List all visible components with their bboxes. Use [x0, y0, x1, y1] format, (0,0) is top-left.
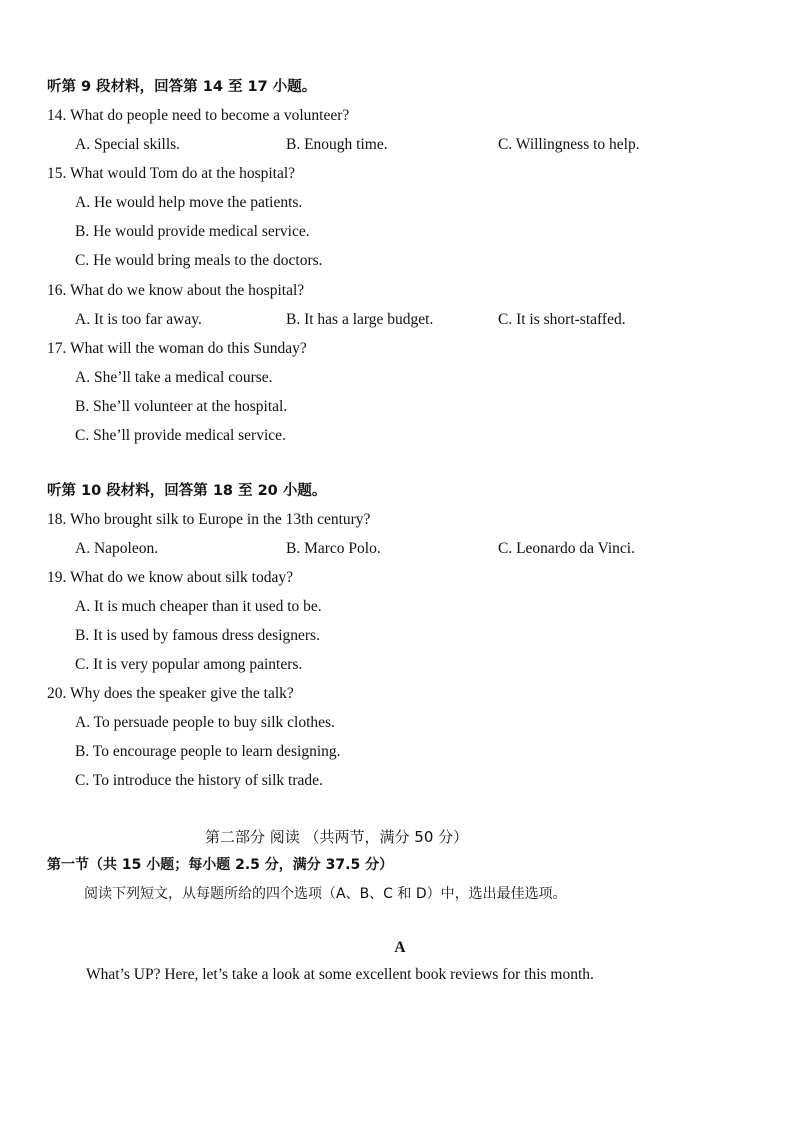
option-b: B. Enough time.: [286, 136, 388, 153]
option-c: C. She’ll provide medical service.: [75, 427, 286, 444]
question-20: 20. Why does the speaker give the talk?: [47, 685, 294, 702]
passage-letter: A: [394, 939, 406, 956]
option-c: C. To introduce the history of silk trade.: [75, 772, 323, 789]
option-b: B. It has a large budget.: [286, 311, 434, 328]
option-c: C. It is short-staffed.: [498, 311, 626, 328]
option-b: B. She’ll volunteer at the hospital.: [75, 398, 288, 415]
section-10-heading: 听第 10 段材料，回答第 18 至 20 小题。: [47, 483, 327, 499]
question-18: 18. Who brought silk to Europe in the 13th century?: [47, 511, 371, 528]
option-b: B. It is used by famous dress designers.: [75, 627, 320, 644]
option-c: C. It is very popular among painters.: [75, 656, 303, 673]
option-a: A. She’ll take a medical course.: [75, 369, 273, 386]
option-c: C. Willingness to help.: [498, 136, 640, 153]
option-c: C. Leonardo da Vinci.: [498, 540, 635, 557]
option-b: B. To encourage people to learn designing.: [75, 743, 341, 760]
question-17: 17. What will the woman do this Sunday?: [47, 340, 307, 357]
question-14: 14. What do people need to become a volunteer?: [47, 107, 350, 124]
option-b: B. Marco Polo.: [286, 540, 381, 557]
option-a: A. Special skills.: [75, 136, 181, 153]
passage-intro: What’s UP? Here, let’s take a look at some excellent book reviews for this month.: [86, 966, 594, 983]
option-a: A. It is too far away.: [75, 311, 202, 328]
option-a: A. To persuade people to buy silk clothes.: [75, 714, 335, 731]
part-2-title: 第二部分 阅读 （共两节，满分 50 分）: [205, 828, 469, 846]
section-9-heading: 听第 9 段材料，回答第 14 至 17 小题。: [47, 79, 317, 95]
question-15: 15. What would Tom do at the hospital?: [47, 165, 296, 182]
option-a: A. It is much cheaper than it used to be.: [75, 598, 322, 615]
option-a: A. He would help move the patients.: [75, 194, 303, 211]
option-c: C. He would bring meals to the doctors.: [75, 252, 323, 269]
question-19: 19. What do we know about silk today?: [47, 569, 293, 586]
question-16: 16. What do we know about the hospital?: [47, 282, 305, 299]
option-b: B. He would provide medical service.: [75, 223, 310, 240]
option-a: A. Napoleon.: [75, 540, 159, 557]
reading-instruction: 阅读下列短文，从每题所给的四个选项（A、B、C 和 D）中，选出最佳选项。: [84, 886, 567, 902]
section-1-heading: 第一节（共 15 小题；每小题 2.5 分，满分 37.5 分）: [47, 857, 394, 873]
